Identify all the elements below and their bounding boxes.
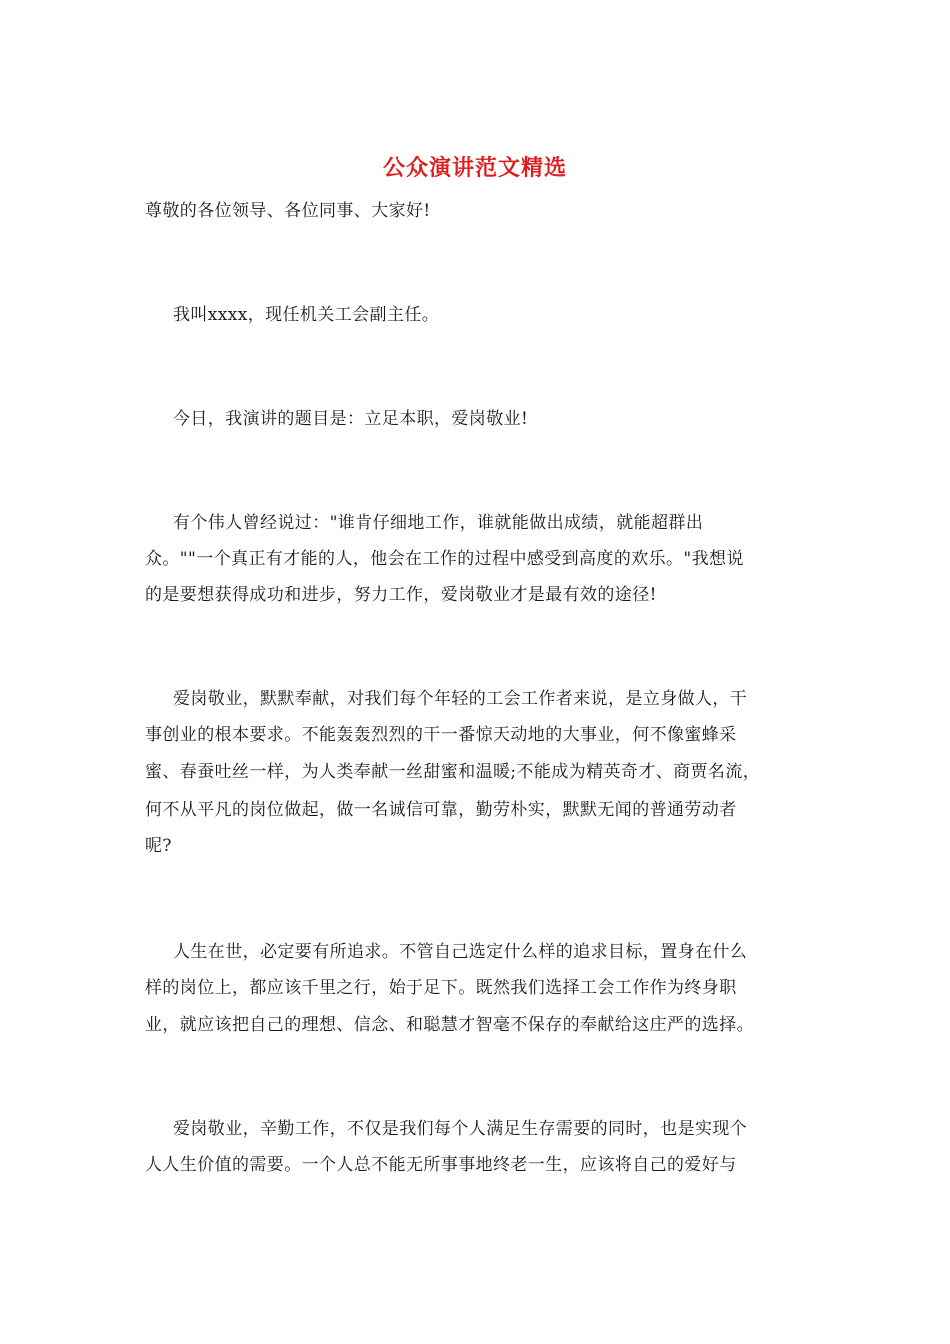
paragraph-line: 有个伟人曾经说过："谁肯仔细地工作，谁就能做出成绩，就能超群出 <box>173 513 704 533</box>
paragraph-line: 人生在世，必定要有所追求。不管自己选定什么样的追求目标，置身在什么 <box>173 942 748 962</box>
paragraph-line: 爱岗敬业，辛勤工作，不仅是我们每个人满足生存需要的同时，也是实现个 <box>173 1119 748 1139</box>
paragraph-line: 众。""一个真正有才能的人，他会在工作的过程中感受到高度的欢乐。"我想说 <box>145 549 744 569</box>
paragraph-line: 今日，我演讲的题目是：立足本职，爱岗敬业! <box>173 409 529 429</box>
paragraph-line: 何不从平凡的岗位做起，做一名诚信可靠，勤劳朴实，默默无闻的普通劳动者 <box>145 800 737 820</box>
paragraph-line: 呢? <box>145 836 172 856</box>
paragraph-line: 业，就应该把自己的理想、信念、和聪慧才智毫不保存的奉献给这庄严的选择。 <box>145 1015 754 1035</box>
paragraph-line: 爱岗敬业，默默奉献，对我们每个年轻的工会工作者来说，是立身做人，干 <box>173 689 748 709</box>
document-title: 公众演讲范文精选 <box>382 155 567 181</box>
paragraph-line: 蜜、春蚕吐丝一样，为人类奉献一丝甜蜜和温暖;不能成为精英奇才、商贾名流， <box>145 762 761 782</box>
paragraph-line: 人人生价值的需要。一个人总不能无所事事地终老一生，应该将自己的爱好与 <box>145 1155 737 1175</box>
paragraph-line: 样的岗位上，都应该千里之行，始于足下。既然我们选择工会工作作为终身职 <box>145 978 737 998</box>
paragraph-line: 我叫xxxx，现任机关工会副主任。 <box>173 305 440 325</box>
paragraph-line: 事创业的根本要求。不能轰轰烈烈的干一番惊天动地的大事业，何不像蜜蜂采 <box>145 725 737 745</box>
greeting-line: 尊敬的各位领导、各位同事、大家好! <box>145 201 431 221</box>
paragraph-line: 的是要想获得成功和进步，努力工作，爱岗敬业才是最有效的途径! <box>145 585 657 605</box>
